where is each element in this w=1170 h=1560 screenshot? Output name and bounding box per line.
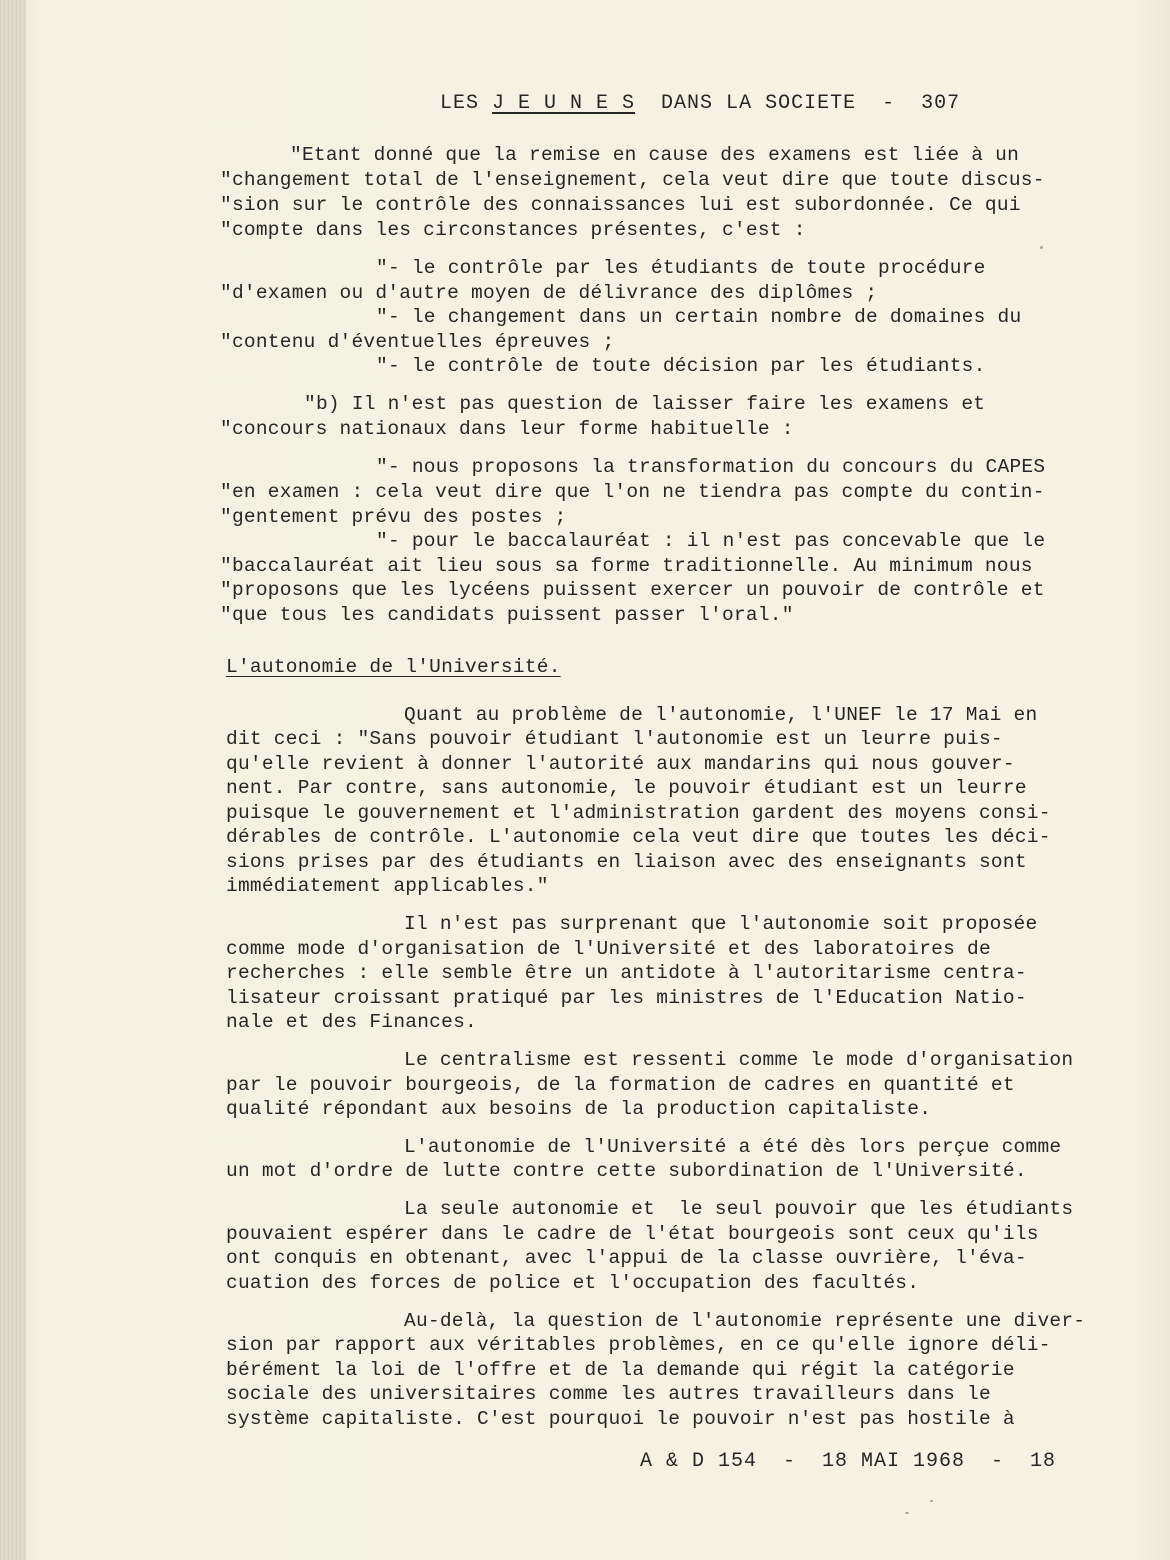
text-line: La seule autonomie et le seul pouvoir que les étudiants [404, 1198, 1074, 1220]
text-line: nale et des Finances. [226, 1011, 477, 1033]
text-line: "b) Il n'est pas question de laisser faire les examens et [304, 393, 986, 415]
text-line: qualité répondant aux besoins de la production capitaliste. [226, 1098, 932, 1120]
paper-speck [930, 1500, 933, 1502]
text-line: immédiatement applicables." [226, 875, 549, 897]
text-line: puisque le gouvernement et l'administration gardent des moyens consi- [226, 802, 1051, 824]
text-line: "- le changement dans un certain nombre de domaines du [376, 306, 1022, 328]
text-line: un mot d'ordre de lutte contre cette subordination de l'Université. [226, 1160, 1027, 1182]
paper-speck [1040, 246, 1043, 249]
text-line: ont conquis en obtenant, avec l'appui de la classe ouvrière, l'éva- [226, 1247, 1027, 1269]
text-line: sociale des universitaires comme les autres travailleurs dans le [226, 1383, 991, 1405]
text-line: "en examen : cela veut dire que l'on ne tiendra pas compte du contin- [220, 481, 1045, 503]
text-line: cuation des forces de police et l'occupation des facultés. [226, 1272, 920, 1294]
text-line: "changement total de l'enseignement, cela veut dire que toute discus- [220, 169, 1045, 191]
header-jeunes: J E U N E S [492, 92, 636, 115]
text-line: dit ceci : "Sans pouvoir étudiant l'autonomie est un leurre puis- [226, 728, 1003, 750]
header-suffix: DANS LA SOCIETE - 307 [635, 92, 961, 115]
text-line: "- le contrôle par les étudiants de toute procédure [376, 257, 986, 279]
text-line: "contenu d'éventuelles épreuves ; [220, 331, 615, 353]
text-line: lisateur croissant pratiqué par les ministres de l'Education Natio- [226, 987, 1027, 1009]
text-line: "baccalauréat ait lieu sous sa forme traditionnelle. Au minimum nous [220, 555, 1033, 577]
text-line: "proposons que les lycéens puissent exercer un pouvoir de contrôle et [220, 579, 1045, 601]
text-line: Il n'est pas surprenant que l'autonomie soit proposée [404, 913, 1038, 935]
text-line: "d'examen ou d'autre moyen de délivrance des diplômes ; [220, 282, 878, 304]
text-line: sion par rapport aux véritables problèmes, en ce qu'elle ignore déli- [226, 1334, 1051, 1356]
text-line: "gentement prévu des postes ; [220, 506, 567, 528]
text-line: Au-delà, la question de l'autonomie représente une diver- [404, 1310, 1086, 1332]
text-line: "concours nationaux dans leur forme habituelle : [220, 418, 794, 440]
header-prefix: LES [440, 92, 493, 115]
text-line: "sion sur le contrôle des connaissances lui est subordonnée. Ce qui [220, 194, 1021, 216]
page-header [440, 92, 960, 115]
page-binding-edge [0, 0, 26, 1560]
text-line: "- le contrôle de toute décision par les étudiants. [376, 355, 986, 377]
text-line: "que tous les candidats puissent passer l'oral." [220, 604, 794, 626]
text-line: "compte dans les circonstances présentes, c'est : [220, 219, 806, 241]
text-line: sions prises par des étudiants en liaison avec des enseignants sont [226, 851, 1027, 873]
text-line: système capitaliste. C'est pourquoi le pouvoir n'est pas hostile à [226, 1408, 1015, 1430]
text-line: "Etant donné que la remise en cause des examens est liée à un [290, 144, 1020, 166]
page-footer: A & D 154 - 18 MAI 1968 - 18 [640, 1450, 1057, 1473]
text-line: Le centralisme est ressenti comme le mode d'organisation [404, 1049, 1074, 1071]
text-line: bérément la loi de l'offre et de la demande qui régit la catégorie [226, 1359, 1015, 1381]
text-line: recherches : elle semble être un antidote à l'autoritarisme centra- [226, 962, 1027, 984]
text-line: par le pouvoir bourgeois, de la formation de cadres en quantité et [226, 1074, 1015, 1096]
text-line: comme mode d'organisation de l'Université et des laboratoires de [226, 938, 991, 960]
paper-speck [905, 1512, 909, 1514]
text-line: Quant au problème de l'autonomie, l'UNEF le 17 Mai en [404, 704, 1038, 726]
text-line: L'autonomie de l'Université a été dès lors perçue comme [404, 1136, 1062, 1158]
text-line: qu'elle revient à donner l'autorité aux mandarins qui nous gouver- [226, 753, 1015, 775]
text-line: nent. Par contre, sans autonomie, le pouvoir étudiant est un leurre [226, 777, 1027, 799]
text-line: "- nous proposons la transformation du concours du CAPES [376, 456, 1046, 478]
text-line: pouvaient espérer dans le cadre de l'état bourgeois sont ceux qu'ils [226, 1223, 1039, 1245]
section-title: L'autonomie de l'Université. [226, 656, 561, 678]
text-line: dérables de contrôle. L'autonomie cela veut dire que toutes les déci- [226, 826, 1051, 848]
text-line: "- pour le baccalauréat : il n'est pas concevable que le [376, 530, 1046, 552]
